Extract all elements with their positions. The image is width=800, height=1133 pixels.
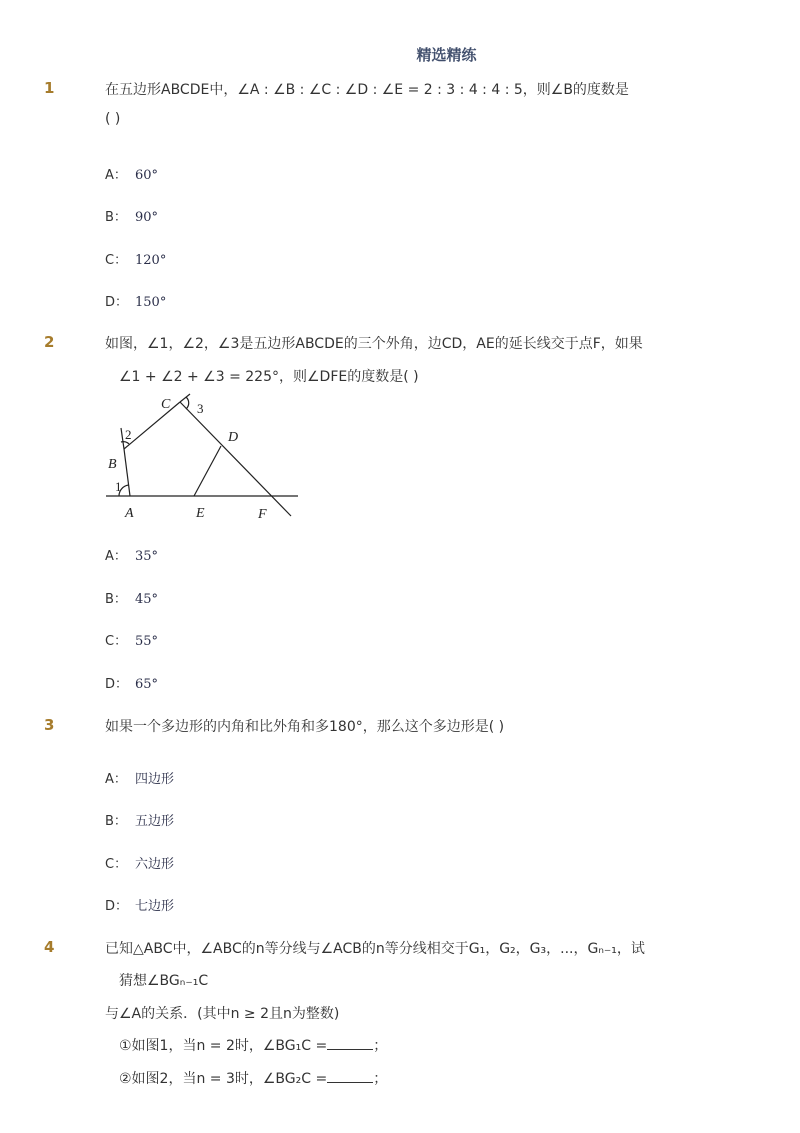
pentagon-figure <box>100 392 305 524</box>
answer-blank[interactable] <box>327 1070 373 1083</box>
option-value: 四边形 <box>135 772 175 787</box>
angle-3-arc <box>186 397 189 409</box>
option-value: 五边形 <box>135 814 175 829</box>
option-letter: B： <box>105 592 127 607</box>
sub-question-text: ①如图1，当n = 2时，∠BG₁C = <box>119 1038 328 1054</box>
question-text-line: 如果一个多边形的内角和比外角和多180°，那么这个多边形是( ) <box>105 719 505 735</box>
question-number: 4 <box>44 938 55 956</box>
question-text-line: 如图，∠1，∠2，∠3是五边形ABCDE的三个外角，边CD，AE的延长线交于点F，如果 <box>105 336 643 352</box>
sub-question-text: ②如图2，当n = 3时，∠BG₂C = <box>119 1071 328 1087</box>
question-number: 3 <box>44 716 55 734</box>
segment-ab-extension <box>121 428 124 449</box>
answer-bracket: ( ) <box>105 111 121 127</box>
point-b-label: B <box>108 457 117 472</box>
line-suffix: ； <box>373 1038 388 1054</box>
question-number: 2 <box>44 333 55 351</box>
segment-de <box>194 446 221 496</box>
line-suffix: ； <box>373 1071 388 1087</box>
option-d[interactable] <box>105 673 158 692</box>
point-d-label: D <box>228 430 239 445</box>
option-d[interactable] <box>105 291 166 310</box>
segment-cdf <box>180 402 291 516</box>
option-letter: A： <box>105 549 127 564</box>
option-letter: A： <box>105 168 127 183</box>
sub-question-1 <box>119 1035 387 1055</box>
option-b[interactable] <box>105 588 158 607</box>
option-value: 65° <box>135 677 159 692</box>
question-text-line: 在五边形ABCDE中，∠A : ∠B : ∠C : ∠D : ∠E = 2 : 3 : 4 : 4 : 5，则∠B的度数是 <box>105 82 629 98</box>
option-letter: B： <box>105 210 127 225</box>
option-value: 六边形 <box>135 857 175 872</box>
option-letter: C： <box>105 253 128 268</box>
option-letter: A： <box>105 772 127 787</box>
answer-blank[interactable] <box>327 1037 373 1050</box>
option-letter: C： <box>105 634 128 649</box>
point-a-label: A <box>125 506 134 521</box>
option-value: 60° <box>135 168 159 183</box>
option-value: 55° <box>135 634 159 649</box>
angle-2-arc <box>121 442 129 444</box>
option-value: 七边形 <box>135 899 175 914</box>
option-c[interactable] <box>105 630 158 649</box>
option-letter: B： <box>105 814 127 829</box>
angle-1-label: 1 <box>115 479 122 494</box>
option-letter: C： <box>105 857 128 872</box>
point-e-label: E <box>196 506 205 521</box>
option-value: 120° <box>135 253 167 268</box>
option-a[interactable] <box>105 545 158 564</box>
option-c[interactable] <box>105 249 166 268</box>
option-c[interactable] <box>105 853 174 872</box>
option-letter: D： <box>105 295 129 310</box>
point-f-label: F <box>258 507 267 522</box>
option-a[interactable] <box>105 768 174 787</box>
point-c-label: C <box>161 397 171 412</box>
question-text-line: 已知△ABC中，∠ABC的n等分线与∠ACB的n等分线相交于G₁，G₂，G₃，...，Gₙ₋₁，试 <box>105 941 645 957</box>
option-value: 35° <box>135 549 159 564</box>
angle-3-label: 3 <box>197 401 204 416</box>
option-value: 90° <box>135 210 159 225</box>
option-d[interactable] <box>105 895 174 914</box>
question-text-line: 猜想∠BGₙ₋₁C <box>119 973 209 989</box>
option-b[interactable] <box>105 206 158 225</box>
option-value: 150° <box>135 295 167 310</box>
option-value: 45° <box>135 592 159 607</box>
question-number: 1 <box>44 79 55 97</box>
segment-ab <box>124 449 130 496</box>
segment-bc <box>124 402 180 449</box>
page-title: 精选精练 <box>416 46 477 64</box>
option-b[interactable] <box>105 810 174 829</box>
sub-question-2 <box>119 1068 387 1088</box>
angle-2-label: 2 <box>125 427 132 442</box>
question-text-line: 与∠A的关系．(其中n ≥ 2且n为整数) <box>105 1006 340 1022</box>
option-letter: D： <box>105 677 129 692</box>
option-letter: D： <box>105 899 129 914</box>
question-text-line: ∠1 + ∠2 + ∠3 = 225°，则∠DFE的度数是( ) <box>119 369 419 385</box>
option-a[interactable] <box>105 164 158 183</box>
